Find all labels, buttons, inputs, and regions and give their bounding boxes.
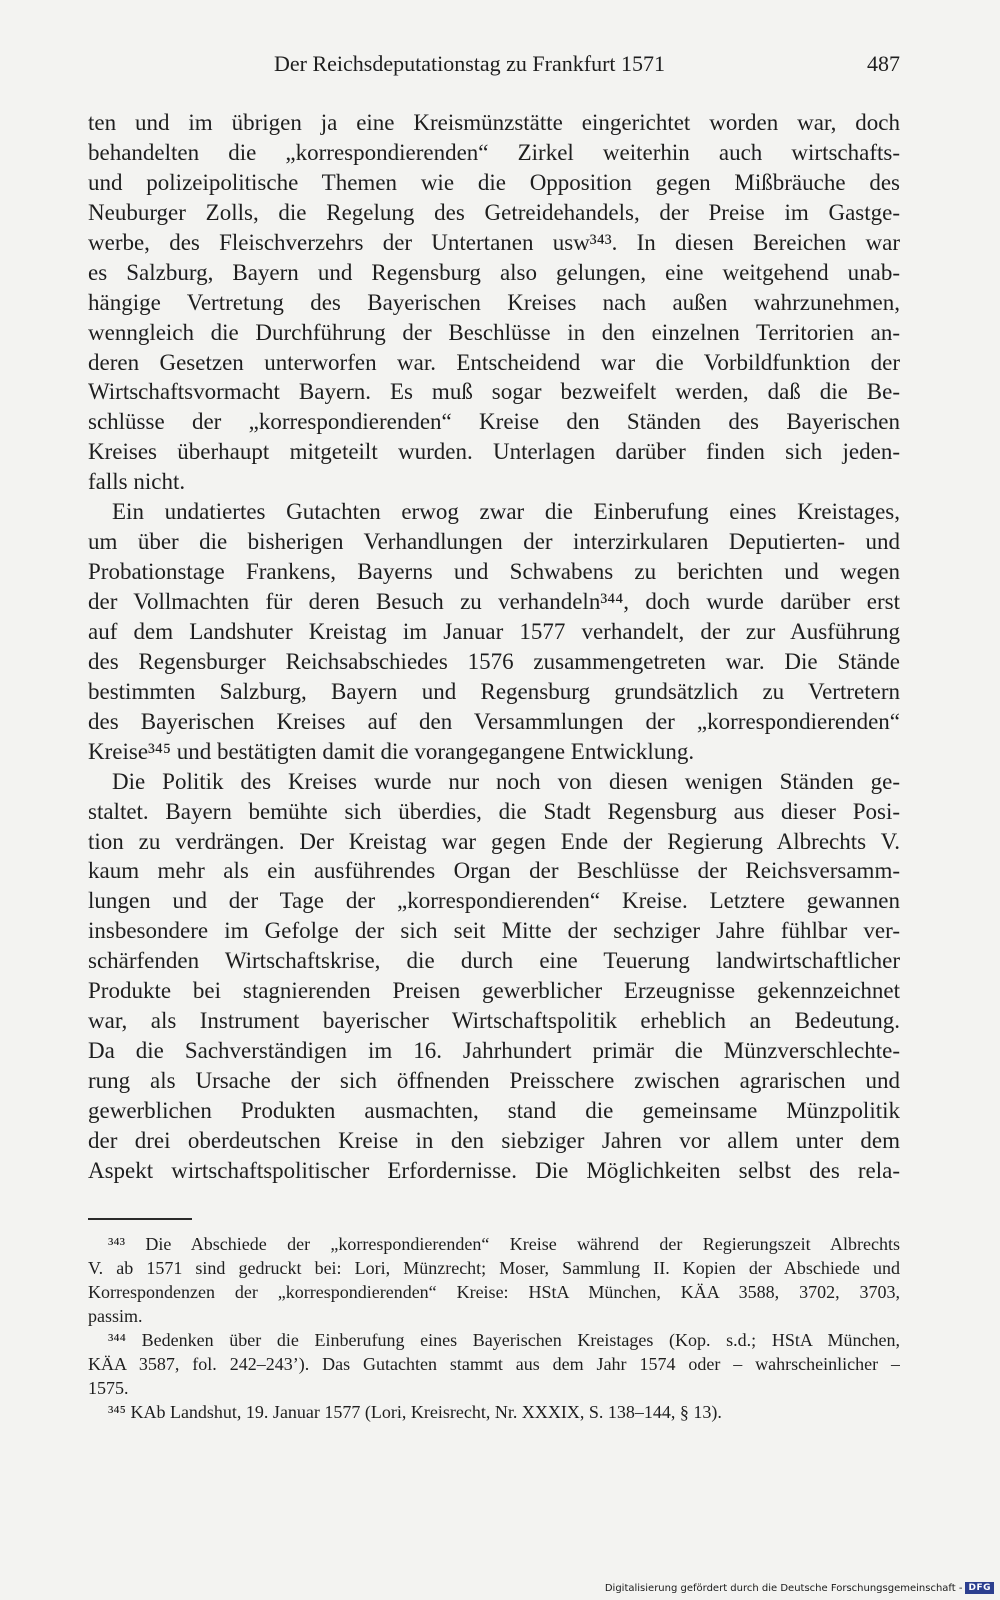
text-line: wenngleich die Durchführung der Beschlüsse in den einzelnen Territorien an- [88, 319, 900, 345]
footnote-line: ³⁴⁵ KAb Landshut, 19. Januar 1577 (Lori, Kreisrecht, Nr. XXXIX, S. 138–144, § 13). [108, 1402, 722, 1422]
text-line: und polizeipolitische Themen wie die Opposition gegen Mißbräuche des [88, 169, 900, 195]
text-line: staltet. Bayern bemühte sich überdies, die Stadt Regensburg aus dieser Posi- [88, 798, 900, 824]
text-line: kaum mehr als ein ausführendes Organ der Beschlüsse der Reichsversamm- [88, 858, 900, 884]
text-line: Kreise³⁴⁵ und bestätigten damit die vorangegangene Entwicklung. [88, 738, 695, 764]
text-line: der drei oberdeutschen Kreise in den siebziger Jahren vor allem unter dem [88, 1127, 900, 1153]
footnote-line: ³⁴⁴ Bedenken über die Einberufung eines Bayerischen Kreistages (Kop. s.d.; HStA München, [108, 1330, 900, 1350]
running-title: Der Reichsdeputationstag zu Frankfurt 1571 [274, 51, 666, 76]
text-line: der Vollmachten für deren Besuch zu verhandeln³⁴⁴, doch wurde darüber erst [88, 589, 900, 614]
footnote-divider [88, 1218, 192, 1220]
text-line: war, als Instrument bayerischer Wirtschaftspolitik erheblich an Bedeutung. [88, 1008, 900, 1034]
text-line: bestimmten Salzburg, Bayern und Regensburg grundsätzlich zu Vertretern [88, 678, 900, 704]
text-line: auf dem Landshuter Kreistag im Januar 1577 verhandelt, der zur Ausführung [88, 618, 900, 644]
page-number: 487 [867, 51, 900, 76]
text-line: deren Gesetzen unterworfen war. Entscheidend war die Vorbildfunktion der [88, 349, 900, 375]
text-line: behandelten die „korrespondierenden“ Zirkel weiterhin auch wirtschafts- [88, 139, 900, 165]
text-line: des Regensburger Reichsabschiedes 1576 zusammengetreten war. Die Stände [88, 648, 900, 674]
digitization-credit [605, 1582, 994, 1594]
text-line: Produkte bei stagnierenden Preisen gewerblicher Erzeugnisse gekennzeichnet [88, 978, 900, 1004]
text-line: hängige Vertretung des Bayerischen Kreises nach außen wahrzunehmen, [88, 289, 900, 315]
credit-text: Digitalisierung gefördert durch die Deutsche Forschungsgemeinschaft - [604, 1582, 963, 1594]
text-line: Aspekt wirtschaftspolitischer Erfordernisse. Die Möglichkeiten selbst des rela- [88, 1157, 900, 1183]
footnote-line: 1575. [88, 1378, 129, 1398]
text-line: Probationstage Frankens, Bayerns und Schwabens zu berichten und wegen [88, 559, 900, 585]
text-line: falls nicht. [88, 469, 186, 495]
text-line: schärfenden Wirtschaftskrise, die durch eine Teuerung landwirtschaftlicher [88, 948, 900, 974]
text-line: werbe, des Fleischverzehrs der Untertanen usw³⁴³. In diesen Bereichen war [88, 229, 900, 255]
footnote-line: Korrespondenzen der „korrespondierenden“ Kreise: HStA München, KÄA 3588, 3702, 3703, [88, 1282, 900, 1302]
text-line: Da die Sachverständigen im 16. Jahrhundert primär die Münzverschlechte- [88, 1038, 900, 1064]
text-line: um über die bisherigen Verhandlungen der interzirkularen Deputierten- und [88, 529, 900, 555]
footnote-line: V. ab 1571 sind gedruckt bei: Lori, Münzrecht; Moser, Sammlung II. Kopien der Abschiede und [88, 1258, 900, 1278]
text-line: Die Politik des Kreises wurde nur noch von diesen wenigen Ständen ge- [112, 768, 900, 794]
footnote-line: passim. [88, 1306, 143, 1326]
text-line: schlüsse der „korrespondierenden“ Kreise den Ständen des Bayerischen [88, 409, 900, 435]
text-line: es Salzburg, Bayern und Regensburg also gelungen, eine weitgehend unab- [88, 259, 900, 285]
text-line: Kreises überhaupt mitgeteilt wurden. Unterlagen darüber finden sich jeden- [88, 439, 900, 465]
text-line: rung als Ursache der sich öffnenden Preisschere zwischen agrarischen und [88, 1068, 900, 1093]
text-line: Wirtschaftsvormacht Bayern. Es muß sogar bezweifelt werden, daß die Be- [88, 379, 900, 405]
text-line: tion zu verdrängen. Der Kreistag war gegen Ende der Regierung Albrechts V. [88, 828, 900, 854]
text-line: Ein undatiertes Gutachten erwog zwar die Einberufung eines Kreistages, [112, 499, 900, 525]
footnote-line: ³⁴³ Die Abschiede der „korrespondierenden“ Kreise während der Regierungszeit Albrechts [108, 1234, 900, 1254]
text-line: insbesondere im Gefolge der sich seit Mitte der sechziger Jahre fühlbar ver- [88, 918, 900, 944]
text-line: Neuburger Zolls, die Regelung des Getreidehandels, der Preise im Gastge- [88, 199, 900, 225]
text-line: ten und im übrigen ja eine Kreismünzstätte eingerichtet worden war, doch [88, 110, 900, 135]
footnotes [88, 1232, 900, 1424]
footnote-line: KÄA 3587, fol. 242–243’). Das Gutachten stammt aus dem Jahr 1574 oder – wahrscheinlicher – [88, 1354, 900, 1374]
text-line: gewerblichen Produkten ausmachten, stand die gemeinsame Münzpolitik [88, 1097, 900, 1123]
body-text [88, 108, 900, 1186]
dfg-logo-icon: DFG [965, 1582, 994, 1594]
text-line: lungen und der Tage der „korrespondierenden“ Kreise. Letztere gewannen [88, 888, 900, 914]
text-line: des Bayerischen Kreises auf den Versammlungen der „korrespondierenden“ [88, 708, 900, 734]
